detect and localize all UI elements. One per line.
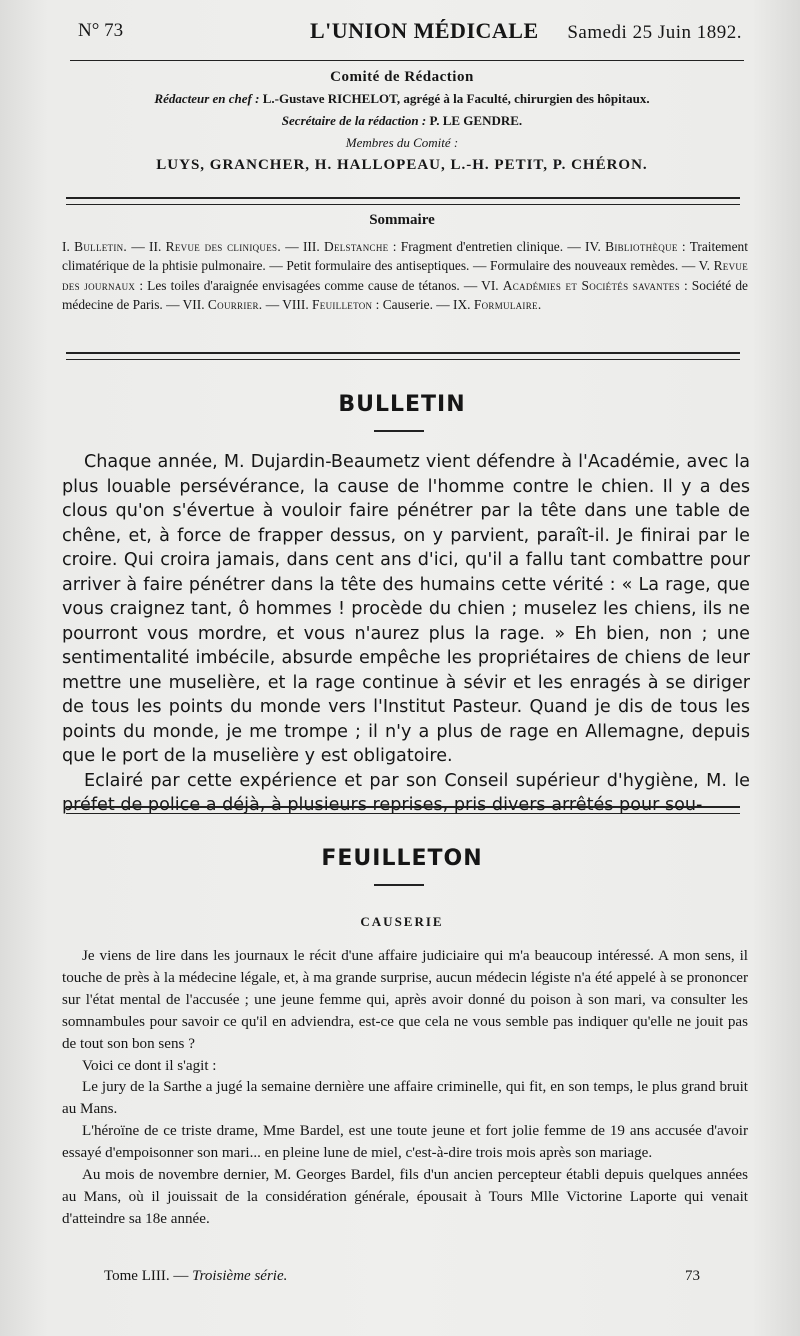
bulletin-title: BULLETIN [338,392,466,417]
feuilleton-paragraph: Je viens de lire dans les journaux le récit d'une affaire judiciaire qui m'a beaucoup intéressé. A mon sens, il touche de près à la médecine légale, et, à ma grande surprise, aucun médecin légiste n'a été appelé à se prononcer sur l'état mental de l'accusée ; une jeune femme qui, après avoir donné du poison à son mari, va consulter les somnambules pour savoir ce qu'il en adviendra, est-ce que cela ne vous semble pas indiquer qu'elle ne jouit pas de tout son bon sens ? [62,948,748,1052]
sommaire-item-text: : Les toiles d'araignée envisagées comme cause de tétanos. [139,277,460,293]
feuilleton-body [62,946,748,1231]
committee-heading: Comité de Rédaction [330,69,474,85]
sommaire-item-number: II. [149,239,162,254]
sommaire-item [282,297,433,312]
secretary-name: P. LE GENDRE. [429,113,523,128]
sommaire-item-title: Delstanche [323,239,389,254]
bulletin-paragraph: Chaque année, M. Dujardin-Beaumetz vient défendre à l'Académie, avec la plus louable persévérance, la cause de l'homme contre le chien. Il y a des clous qu'on s'évertue à vouloir faire pénétrer par la tête dans une table de chêne, et, à force de frapper dessus, on y parvient, paraît-il. Je finirai par le croire. Qui croira jamais, dans cent ans d'ici, qu'il a fallu tant combattre pour arriver à faire pénétrer dans la tête des humains cette vérité : « La rage, que vous craignez tant, ô hommes ! procède du chien ; muselez les chiens, ils ne pourront vous mordre, et vous n'aurez plus la rage. » Eh bien, non ; une sentimentalité imbécile, absurde empêche les propriétaires de chiens de leur mettre une muselière, et la rage continue à sévir et les enragés à se diriger de tous les points du monde vers l'Institut Pasteur. Quand je dis de tous les points du monde, je me trompe ; il n'y a plus de rage en Allemagne, depuis que le port de la muselière y est obligatoire. [62,452,750,766]
feuilleton-title-rule [374,884,424,886]
sommaire-item-text: : Société de médecine de Paris. [62,277,748,313]
sommaire-item-text: : Fragment d'entretien clinique. [392,239,564,254]
issue-number: N° 73 [78,20,124,41]
editor-text: L.-Gustave RICHELOT, agrégé à la Faculté, chirurgien des hôpitaux. [262,91,650,106]
bulletin-paragraph: Eclairé par cette expérience et par son Conseil supérieur d'hygiène, M. le préfet de police a déjà, à plusieurs reprises, pris divers arrêtés pour sou- [62,770,750,815]
sommaire-item-number: IV. [585,239,601,254]
editor-label: Rédacteur en chef : [154,91,260,106]
sommaire-item-number: I. [62,239,70,254]
sommaire-item [149,239,281,254]
feuilleton-paragraph: Au mois de novembre dernier, M. Georges Bardel, fils d'un ancien percepteur établi depuis quelques années au Mans, où il jouissait de la considération générale, épousait à Tours Mlle Victorine Laporte qui venait d'atteindre sa 18e année. [62,1167,748,1227]
causerie-title: CAUSERIE [360,914,444,929]
sommaire-item [303,239,563,254]
sommaire-item-title: Feuilleton [312,297,373,313]
bulletin-body [62,450,750,818]
page-number: 73 [685,1268,700,1284]
journal-title: L'UNION MÉDICALE [310,18,539,43]
volume-label: Tome LIII. — [104,1268,189,1284]
sommaire-item-title: Revue des cliniques. [165,239,281,254]
header-rule [70,60,744,61]
feuilleton-paragraph: Le jury de la Sarthe a jugé la semaine dernière une affaire criminelle, qui fit, en son temps, le plus grand bruit au Mans. [62,1079,748,1118]
feuilleton-separator-rule [66,806,740,814]
issue-date: Samedi 25 Juin 1892. [567,22,742,43]
sommaire-item-title: Revue des journaux [62,258,748,293]
sommaire-rule [66,352,740,360]
footer-volume [104,1268,287,1285]
feuilleton-paragraph: Voici ce dont il s'agit : [82,1057,217,1074]
sommaire-item-title: Académies et Sociétés savantes [502,277,680,293]
bulletin-title-rule [374,430,424,432]
sommaire-item-number: VI. [481,277,499,293]
sommaire-item-title: Bulletin. [74,239,128,254]
sommaire-item-number: VIII. [282,297,309,313]
secretary-line [60,110,744,132]
running-head [78,20,742,48]
sommaire-contents: I. Bulletin. — II. Revue des cliniques. — III. Delstanche : Fragment d'entretien clinique. — IV. Bibliothèque : Traitement climatérique de la phtisie pulmonaire. — Petit formulaire des antiseptiques. — Formulaire des nouveaux remèdes. — V. Revue des journaux : Les toiles d'araignée envisagées comme cause de tétanos. — VI. Académies et Sociétés savantes : Société de médecine de Paris. — VII. Courrier. — VIII. Feuilleton : Causerie. — IX. Formulaire. [62,239,748,313]
committee-rule [66,197,740,205]
sommaire-item-text: : Causerie. [375,297,433,313]
editor-line [60,88,744,110]
sommaire-item [453,297,541,312]
sommaire-item-number: III. [302,239,320,254]
sommaire-item-number: VII. [182,297,205,313]
sommaire-item-number: IX. [453,297,471,313]
editorial-committee [60,66,744,176]
sommaire-title: Sommaire [369,212,435,228]
feuilleton-title: FEUILLETON [321,846,483,871]
sommaire-item-title: Bibliothèque [605,239,678,254]
members-label: Membres du Comité : [345,135,459,150]
sommaire-item-title: Formulaire. [473,297,542,313]
series-label: Troisième série. [192,1268,288,1284]
sommaire-item-title: Courrier. [207,297,263,313]
feuilleton-paragraph: L'héroïne de ce triste drame, Mme Bardel, est une toute jeune et fort jolie femme de 19 ans accusée d'avoir essayé d'empoisonner son mari... en pleine lune de miel, c'est-à-dire trois mois après son mariage. [62,1123,748,1162]
secretary-label: Secrétaire de la rédaction : [281,113,427,128]
sommaire-item-text: : Traitement climatérique de la phtisie pulmonaire. — Petit formulaire des antiseptiques. — Formulaire des nouveaux remèdes. [62,239,748,274]
sommaire-item [62,239,127,254]
sommaire-item [183,297,263,312]
sommaire-item-number: V. [698,258,710,274]
members-names: LUYS, GRANCHER, H. HALLOPEAU, L.-H. PETIT, P. CHÉRON. [156,157,648,173]
